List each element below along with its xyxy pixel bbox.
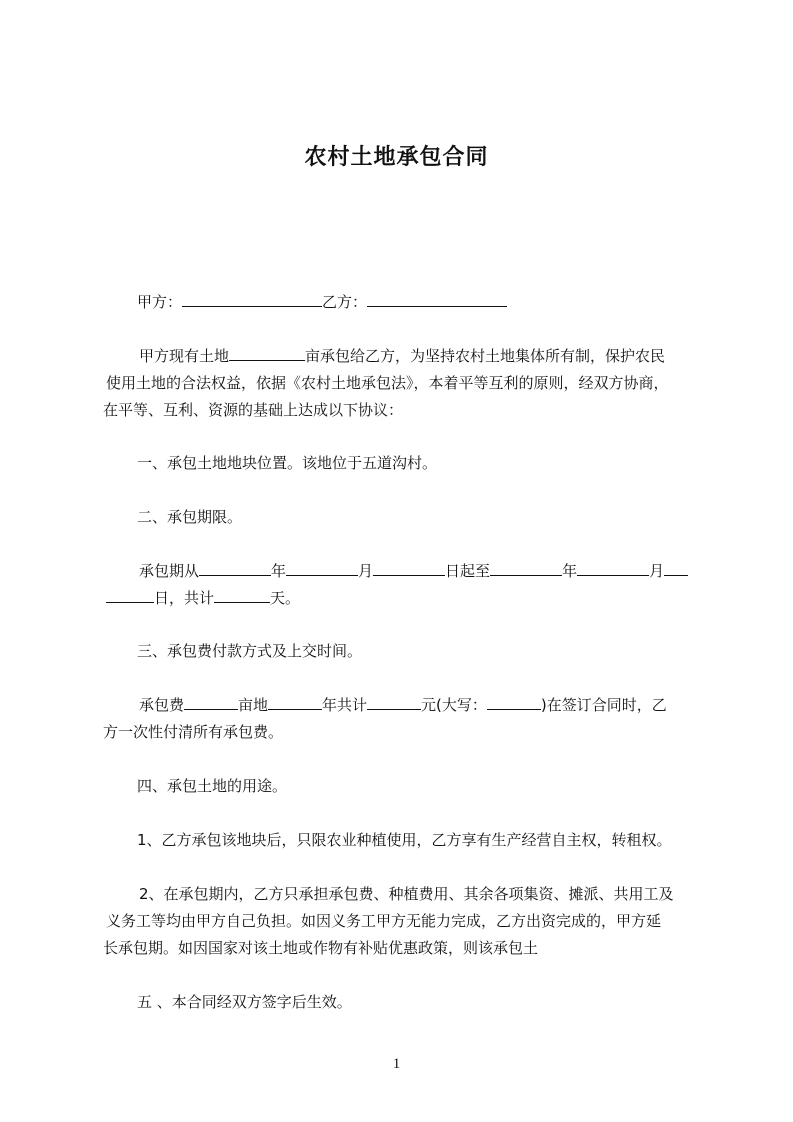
clause-2-line-2: 义务工等均由甲方自己负担。如因义务工甲方无能力完成，乙方出资完成的，甲方延 <box>106 912 662 930</box>
clause-1: 1、乙方承包该地块后，只限农业种植使用，乙方享有生产经营自主权，转租权。 <box>137 831 672 849</box>
party-a-label: 甲方： <box>137 293 183 311</box>
term-day-label: 日，共计 <box>154 589 215 607</box>
clause-2-line-1: 2、在承包期内，乙方只承担承包费、种植费用、其余各项集资、摊派、共用工及 <box>139 885 674 903</box>
intro-text-b: 亩承包给乙方，为坚持农村土地集体所有制，保护农民 <box>305 347 666 365</box>
section-2-heading: 二、承包期限。 <box>137 508 243 526</box>
term-days-label: 天。 <box>270 589 301 607</box>
fee-yuan-label: 元(大写： <box>421 696 487 714</box>
fee-area-blank[interactable] <box>268 694 322 710</box>
party-b-blank[interactable] <box>367 291 507 307</box>
term-line-2 <box>106 587 300 609</box>
start-day-blank[interactable] <box>373 560 445 576</box>
term-month-label-2: 月 <box>649 562 665 580</box>
end-year-blank[interactable] <box>490 560 562 576</box>
party-b-label: 乙方： <box>322 293 368 311</box>
term-prefix: 承包期从 <box>139 562 200 580</box>
section-5-heading: 五 、本合同经双方签字后生效。 <box>137 993 352 1011</box>
section-3-heading: 三、承包费付款方式及上交时间。 <box>137 642 363 660</box>
start-year-blank[interactable] <box>199 560 271 576</box>
fee-suffix: )在签订合同时，乙 <box>540 696 667 714</box>
fee-mu-label: 亩地 <box>238 696 269 714</box>
contract-title: 农村土地承包合同 <box>304 145 489 170</box>
total-days-blank[interactable] <box>214 587 270 603</box>
intro-line-3: 在平等、互利、资源的基础上达成以下协议： <box>103 401 404 419</box>
term-day-from-label: 日起至 <box>445 562 491 580</box>
intro-text-a: 甲方现有土地 <box>139 347 230 365</box>
land-area-blank[interactable] <box>229 345 305 361</box>
fee-line-2: 方一次性付清所有承包费。 <box>103 723 284 741</box>
section-1-heading: 一、承包土地地块位置。该地位于五道沟村。 <box>137 454 438 472</box>
intro-line-1 <box>139 345 665 367</box>
section-4-heading: 四、承包土地的用途。 <box>137 777 288 795</box>
fee-total-blank[interactable] <box>367 694 421 710</box>
fee-prefix: 承包费 <box>139 696 185 714</box>
end-day-blank-a[interactable] <box>664 560 688 576</box>
fee-line-1 <box>139 694 667 716</box>
start-month-blank[interactable] <box>286 560 358 576</box>
term-line-1 <box>139 560 688 582</box>
fee-years-label: 年共计 <box>322 696 368 714</box>
end-day-blank-b[interactable] <box>106 587 154 603</box>
clause-2-line-3: 长承包期。如因国家对该土地或作物有补贴优惠政策，则该承包土 <box>103 939 539 957</box>
term-year-label: 年 <box>271 562 287 580</box>
parties-line <box>137 291 507 313</box>
fee-blank[interactable] <box>184 694 238 710</box>
term-year-label-2: 年 <box>562 562 578 580</box>
end-month-blank[interactable] <box>577 560 649 576</box>
page-number: 1 <box>392 1056 401 1072</box>
party-a-blank[interactable] <box>182 291 322 307</box>
fee-capital-blank[interactable] <box>487 694 541 710</box>
intro-line-2: 使用土地的合法权益，依据《农村土地承包法》，本着平等互利的原则，经双方协商， <box>106 374 669 392</box>
term-month-label: 月 <box>358 562 374 580</box>
